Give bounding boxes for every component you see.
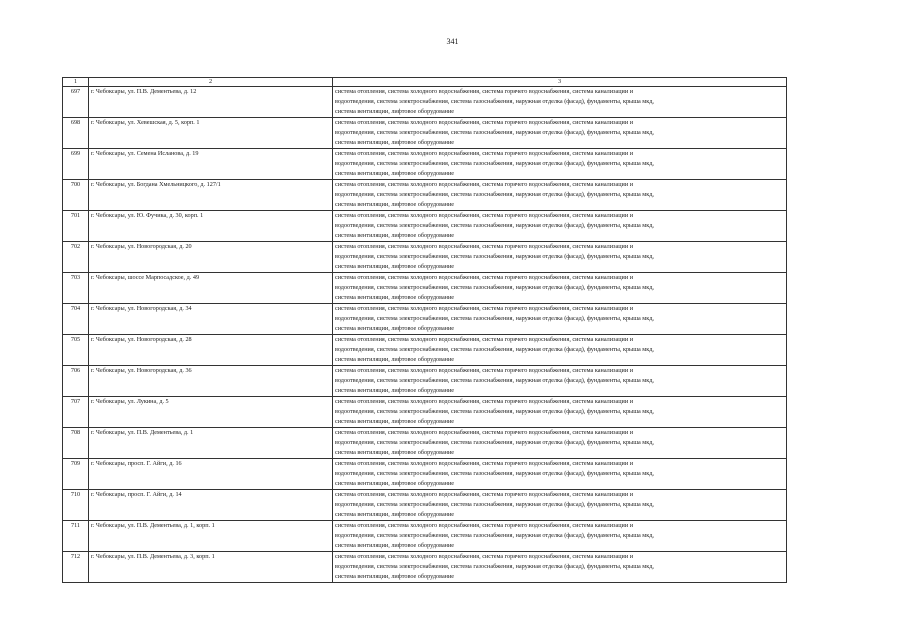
works-line: водоотведения, система электроснабжения, система газоснабжения, наружная отделка (фасад), фундаменты, крыша мкд,	[335, 532, 654, 539]
address-cell: г. Чебоксары, ул. П.В. Дементьева, д. 12	[89, 87, 333, 118]
works-line: система отопления, система холодного водоснабжения, система горячего водоснабжения, система канализации и	[335, 336, 633, 343]
works-line: система вентиляции, лифтовое оборудование	[335, 232, 455, 239]
address-cell: г. Чебоксары, ул. Хевешская, д. 5, корп. 1	[89, 118, 333, 149]
works-line: система отопления, система холодного водоснабжения, система горячего водоснабжения, система канализации и	[335, 243, 633, 250]
works-cell	[333, 87, 787, 118]
address-cell: г. Чебоксары, ул. Богдана Хмельницкого, д. 127/1	[89, 180, 333, 211]
works-line: водоотведения, система электроснабжения, система газоснабжения, наружная отделка (фасад), фундаменты, крыша мкд,	[335, 98, 654, 105]
table-row	[63, 118, 787, 149]
works-line: система вентиляции, лифтовое оборудование	[335, 108, 455, 115]
works-line: система вентиляции, лифтовое оборудование	[335, 449, 455, 456]
works-line: водоотведения, система электроснабжения, система газоснабжения, наружная отделка (фасад), фундаменты, крыша мкд,	[335, 408, 654, 415]
row-number-cell: 705	[63, 335, 89, 366]
works-line: водоотведения, система электроснабжения, система газоснабжения, наружная отделка (фасад), фундаменты, крыша мкд,	[335, 315, 654, 322]
works-cell	[333, 118, 787, 149]
works-cell	[333, 273, 787, 304]
works-line: система вентиляции, лифтовое оборудование	[335, 325, 455, 332]
works-line: система вентиляции, лифтовое оборудование	[335, 480, 455, 487]
column-header-3: 3	[333, 78, 787, 87]
works-line: водоотведения, система электроснабжения, система газоснабжения, наружная отделка (фасад), фундаменты, крыша мкд,	[335, 501, 654, 508]
column-header-1: 1	[63, 78, 89, 87]
works-line: система вентиляции, лифтовое оборудование	[335, 263, 455, 270]
table-row	[63, 397, 787, 428]
works-line: водоотведения, система электроснабжения, система газоснабжения, наружная отделка (фасад), фундаменты, крыша мкд,	[335, 129, 654, 136]
address-cell: г. Чебоксары, ул. П.В. Дементьева, д. 1	[89, 428, 333, 459]
address-cell: г. Чебоксары, просп. Г. Айги, д. 14	[89, 490, 333, 521]
works-line: система отопления, система холодного водоснабжения, система горячего водоснабжения, система канализации и	[335, 367, 633, 374]
table-row	[63, 335, 787, 366]
row-number-cell: 701	[63, 211, 89, 242]
works-line: система отопления, система холодного водоснабжения, система горячего водоснабжения, система канализации и	[335, 460, 633, 467]
works-line: система отопления, система холодного водоснабжения, система горячего водоснабжения, система канализации и	[335, 429, 633, 436]
row-number-cell: 707	[63, 397, 89, 428]
table-row	[63, 428, 787, 459]
address-cell: г. Чебоксары, ул. Новогородская, д. 34	[89, 304, 333, 335]
works-line: система отопления, система холодного водоснабжения, система горячего водоснабжения, система канализации и	[335, 181, 633, 188]
works-line: водоотведения, система электроснабжения, система газоснабжения, наружная отделка (фасад), фундаменты, крыша мкд,	[335, 222, 654, 229]
table-row	[63, 211, 787, 242]
table-row	[63, 149, 787, 180]
works-cell	[333, 242, 787, 273]
row-number-cell: 706	[63, 366, 89, 397]
row-number-cell: 698	[63, 118, 89, 149]
works-cell	[333, 428, 787, 459]
row-number-cell: 711	[63, 521, 89, 552]
works-line: система вентиляции, лифтовое оборудование	[335, 542, 455, 549]
register-body	[63, 87, 787, 583]
works-line: система отопления, система холодного водоснабжения, система горячего водоснабжения, система канализации и	[335, 274, 633, 281]
housing-register-table	[62, 77, 787, 583]
row-number-cell: 712	[63, 552, 89, 583]
table-row	[63, 521, 787, 552]
works-cell	[333, 180, 787, 211]
works-line: водоотведения, система электроснабжения, система газоснабжения, наружная отделка (фасад), фундаменты, крыша мкд,	[335, 346, 654, 353]
table-row	[63, 87, 787, 118]
row-number-cell: 709	[63, 459, 89, 490]
works-line: система отопления, система холодного водоснабжения, система горячего водоснабжения, система канализации и	[335, 150, 633, 157]
works-line: система отопления, система холодного водоснабжения, система горячего водоснабжения, система канализации и	[335, 522, 633, 529]
works-line: система вентиляции, лифтовое оборудование	[335, 387, 455, 394]
works-cell	[333, 211, 787, 242]
works-line: водоотведения, система электроснабжения, система газоснабжения, наружная отделка (фасад), фундаменты, крыша мкд,	[335, 160, 654, 167]
address-cell: г. Чебоксары, ул. Новогородская, д. 36	[89, 366, 333, 397]
column-header-2: 2	[89, 78, 333, 87]
column-number-row	[63, 78, 787, 87]
works-cell	[333, 304, 787, 335]
works-line: система отопления, система холодного водоснабжения, система горячего водоснабжения, система канализации и	[335, 212, 633, 219]
row-number-cell: 700	[63, 180, 89, 211]
table-row	[63, 180, 787, 211]
address-cell: г. Чебоксары, просп. Г. Айги, д. 16	[89, 459, 333, 490]
works-line: водоотведения, система электроснабжения, система газоснабжения, наружная отделка (фасад), фундаменты, крыша мкд,	[335, 439, 654, 446]
works-line: система вентиляции, лифтовое оборудование	[335, 573, 455, 580]
works-line: система вентиляции, лифтовое оборудование	[335, 356, 455, 363]
row-number-cell: 704	[63, 304, 89, 335]
works-line: водоотведения, система электроснабжения, система газоснабжения, наружная отделка (фасад), фундаменты, крыша мкд,	[335, 284, 654, 291]
works-line: система вентиляции, лифтовое оборудование	[335, 201, 455, 208]
works-line: система вентиляции, лифтовое оборудование	[335, 294, 455, 301]
works-line: водоотведения, система электроснабжения, система газоснабжения, наружная отделка (фасад), фундаменты, крыша мкд,	[335, 191, 654, 198]
works-line: система вентиляции, лифтовое оборудование	[335, 511, 455, 518]
row-number-cell: 697	[63, 87, 89, 118]
works-line: система отопления, система холодного водоснабжения, система горячего водоснабжения, система канализации и	[335, 119, 633, 126]
works-line: система вентиляции, лифтовое оборудование	[335, 170, 455, 177]
table-row	[63, 304, 787, 335]
table-row	[63, 490, 787, 521]
table-row	[63, 242, 787, 273]
table-row	[63, 459, 787, 490]
works-line: система отопления, система холодного водоснабжения, система горячего водоснабжения, система канализации и	[335, 491, 633, 498]
address-cell: г. Чебоксары, ул. Новогородская, д. 20	[89, 242, 333, 273]
works-line: система отопления, система холодного водоснабжения, система горячего водоснабжения, система канализации и	[335, 305, 633, 312]
works-line: водоотведения, система электроснабжения, система газоснабжения, наружная отделка (фасад), фундаменты, крыша мкд,	[335, 563, 654, 570]
works-line: водоотведения, система электроснабжения, система газоснабжения, наружная отделка (фасад), фундаменты, крыша мкд,	[335, 470, 654, 477]
address-cell: г. Чебоксары, ул. Новогородская, д. 28	[89, 335, 333, 366]
works-line: система вентиляции, лифтовое оборудование	[335, 418, 455, 425]
table-row	[63, 366, 787, 397]
works-cell	[333, 366, 787, 397]
address-cell: г. Чебоксары, ул. Ю. Фучика, д. 30, корп. 1	[89, 211, 333, 242]
row-number-cell: 708	[63, 428, 89, 459]
works-line: система отопления, система холодного водоснабжения, система горячего водоснабжения, система канализации и	[335, 398, 633, 405]
works-line: водоотведения, система электроснабжения, система газоснабжения, наружная отделка (фасад), фундаменты, крыша мкд,	[335, 253, 654, 260]
works-line: система отопления, система холодного водоснабжения, система горячего водоснабжения, система канализации и	[335, 88, 633, 95]
row-number-cell: 703	[63, 273, 89, 304]
works-cell	[333, 552, 787, 583]
address-cell: г. Чебоксары, ул. Лукина, д. 5	[89, 397, 333, 428]
address-cell: г. Чебоксары, шоссе Марпосадское, д. 49	[89, 273, 333, 304]
table-row	[63, 273, 787, 304]
works-cell	[333, 149, 787, 180]
works-cell	[333, 459, 787, 490]
works-line: система отопления, система холодного водоснабжения, система горячего водоснабжения, система канализации и	[335, 553, 633, 560]
table-row	[63, 552, 787, 583]
address-cell: г. Чебоксары, ул. П.В. Дементьева, д. 3, корп. 1	[89, 552, 333, 583]
address-cell: г. Чебоксары, ул. Семена Исланова, д. 19	[89, 149, 333, 180]
works-line: водоотведения, система электроснабжения, система газоснабжения, наружная отделка (фасад), фундаменты, крыша мкд,	[335, 377, 654, 384]
page-number: 341	[446, 37, 459, 46]
works-line: система вентиляции, лифтовое оборудование	[335, 139, 455, 146]
row-number-cell: 710	[63, 490, 89, 521]
works-cell	[333, 397, 787, 428]
row-number-cell: 699	[63, 149, 89, 180]
works-cell	[333, 335, 787, 366]
address-cell: г. Чебоксары, ул. П.В. Дементьева, д. 1, корп. 1	[89, 521, 333, 552]
row-number-cell: 702	[63, 242, 89, 273]
works-cell	[333, 490, 787, 521]
works-cell	[333, 521, 787, 552]
